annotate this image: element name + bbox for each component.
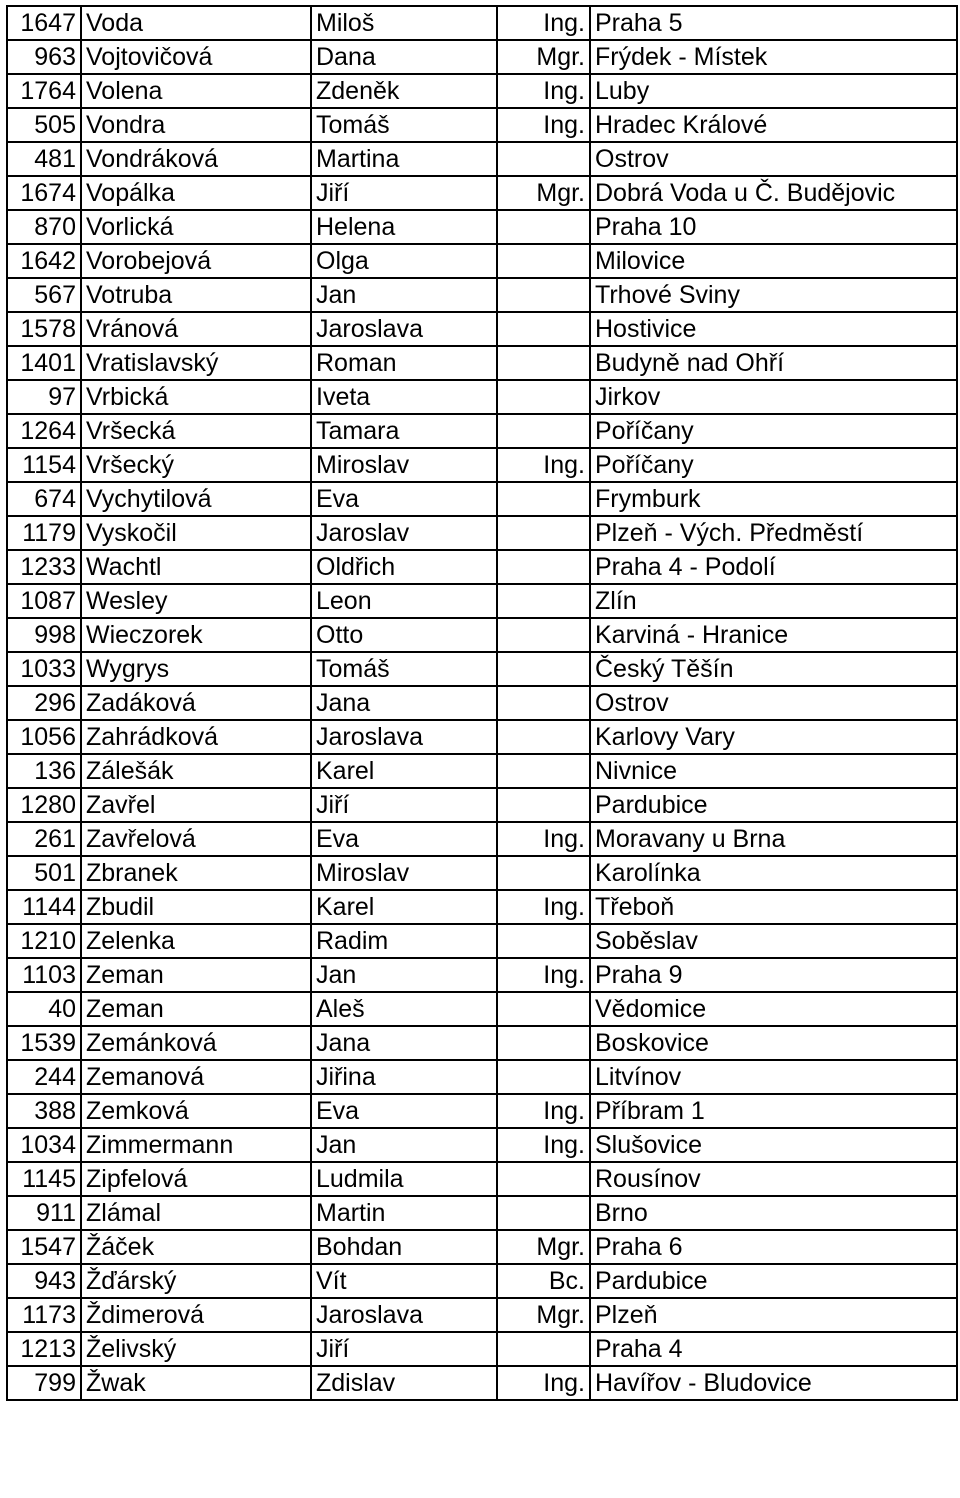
table-row: [7, 856, 957, 890]
table-row: [7, 890, 957, 924]
surname-cell: Vrbická: [81, 380, 311, 414]
first-name-cell: Zdeněk: [311, 74, 497, 108]
surname-cell: Vršecký: [81, 448, 311, 482]
table-row: [7, 1366, 957, 1400]
member-number-cell: 1179: [7, 516, 81, 550]
academic-title-cell: Ing.: [497, 74, 590, 108]
table-row: [7, 142, 957, 176]
member-number-cell: 1539: [7, 1026, 81, 1060]
member-number-cell: 505: [7, 108, 81, 142]
table-row: [7, 40, 957, 74]
member-number-cell: 911: [7, 1196, 81, 1230]
member-number-cell: 1145: [7, 1162, 81, 1196]
first-name-cell: Jiří: [311, 788, 497, 822]
academic-title-cell: Mgr.: [497, 176, 590, 210]
member-number-cell: 963: [7, 40, 81, 74]
academic-title-cell: [497, 1332, 590, 1366]
city-cell: Praha 4: [590, 1332, 957, 1366]
surname-cell: Zemanová: [81, 1060, 311, 1094]
first-name-cell: Radim: [311, 924, 497, 958]
first-name-cell: Eva: [311, 822, 497, 856]
surname-cell: Vorobejová: [81, 244, 311, 278]
surname-cell: Zipfelová: [81, 1162, 311, 1196]
surname-cell: Žáček: [81, 1230, 311, 1264]
first-name-cell: Olga: [311, 244, 497, 278]
member-table: [6, 5, 958, 1401]
surname-cell: Wieczorek: [81, 618, 311, 652]
member-number-cell: 501: [7, 856, 81, 890]
city-cell: Plzeň - Vých. Předměstí: [590, 516, 957, 550]
member-number-cell: 40: [7, 992, 81, 1026]
surname-cell: Vopálka: [81, 176, 311, 210]
city-cell: Příbram 1: [590, 1094, 957, 1128]
first-name-cell: Jana: [311, 1026, 497, 1060]
academic-title-cell: Ing.: [497, 1094, 590, 1128]
surname-cell: Vršecká: [81, 414, 311, 448]
surname-cell: Vojtovičová: [81, 40, 311, 74]
city-cell: Praha 10: [590, 210, 957, 244]
city-cell: Praha 5: [590, 6, 957, 40]
first-name-cell: Tomáš: [311, 108, 497, 142]
first-name-cell: Eva: [311, 482, 497, 516]
member-number-cell: 1144: [7, 890, 81, 924]
academic-title-cell: [497, 1196, 590, 1230]
city-cell: Karolínka: [590, 856, 957, 890]
member-table-body: [7, 6, 957, 1400]
surname-cell: Vránová: [81, 312, 311, 346]
member-number-cell: 943: [7, 1264, 81, 1298]
academic-title-cell: Ing.: [497, 890, 590, 924]
city-cell: Plzeň: [590, 1298, 957, 1332]
city-cell: Rousínov: [590, 1162, 957, 1196]
city-cell: Poříčany: [590, 414, 957, 448]
member-number-cell: 1264: [7, 414, 81, 448]
member-number-cell: 870: [7, 210, 81, 244]
academic-title-cell: [497, 210, 590, 244]
city-cell: Soběslav: [590, 924, 957, 958]
surname-cell: Ždimerová: [81, 1298, 311, 1332]
first-name-cell: Karel: [311, 754, 497, 788]
surname-cell: Voda: [81, 6, 311, 40]
table-row: [7, 176, 957, 210]
table-row: [7, 346, 957, 380]
academic-title-cell: [497, 924, 590, 958]
first-name-cell: Jan: [311, 1128, 497, 1162]
table-row: [7, 380, 957, 414]
city-cell: Brno: [590, 1196, 957, 1230]
table-row: [7, 108, 957, 142]
city-cell: Frymburk: [590, 482, 957, 516]
member-number-cell: 1547: [7, 1230, 81, 1264]
surname-cell: Zavřelová: [81, 822, 311, 856]
table-row: [7, 1196, 957, 1230]
first-name-cell: Iveta: [311, 380, 497, 414]
table-row: [7, 924, 957, 958]
city-cell: Poříčany: [590, 448, 957, 482]
surname-cell: Vychytilová: [81, 482, 311, 516]
first-name-cell: Jaroslava: [311, 1298, 497, 1332]
member-number-cell: 1154: [7, 448, 81, 482]
table-row: [7, 754, 957, 788]
city-cell: Budyně nad Ohří: [590, 346, 957, 380]
academic-title-cell: [497, 142, 590, 176]
table-row: [7, 1128, 957, 1162]
first-name-cell: Jaroslava: [311, 720, 497, 754]
academic-title-cell: [497, 278, 590, 312]
first-name-cell: Roman: [311, 346, 497, 380]
academic-title-cell: Ing.: [497, 822, 590, 856]
table-row: [7, 1026, 957, 1060]
surname-cell: Zbranek: [81, 856, 311, 890]
city-cell: Havířov - Bludovice: [590, 1366, 957, 1400]
first-name-cell: Jaroslava: [311, 312, 497, 346]
first-name-cell: Eva: [311, 1094, 497, 1128]
table-row: [7, 720, 957, 754]
member-number-cell: 1087: [7, 584, 81, 618]
table-row: [7, 992, 957, 1026]
member-number-cell: 1103: [7, 958, 81, 992]
academic-title-cell: [497, 992, 590, 1026]
academic-title-cell: [497, 584, 590, 618]
first-name-cell: Ludmila: [311, 1162, 497, 1196]
member-number-cell: 1764: [7, 74, 81, 108]
academic-title-cell: [497, 686, 590, 720]
surname-cell: Zemková: [81, 1094, 311, 1128]
member-number-cell: 1647: [7, 6, 81, 40]
first-name-cell: Vít: [311, 1264, 497, 1298]
city-cell: Praha 9: [590, 958, 957, 992]
city-cell: Jirkov: [590, 380, 957, 414]
first-name-cell: Miroslav: [311, 856, 497, 890]
academic-title-cell: Mgr.: [497, 1298, 590, 1332]
table-row: [7, 958, 957, 992]
city-cell: Karlovy Vary: [590, 720, 957, 754]
table-row: [7, 652, 957, 686]
first-name-cell: Oldřich: [311, 550, 497, 584]
member-number-cell: 1674: [7, 176, 81, 210]
table-row: [7, 822, 957, 856]
table-row: [7, 1298, 957, 1332]
surname-cell: Wachtl: [81, 550, 311, 584]
city-cell: Praha 4 - Podolí: [590, 550, 957, 584]
academic-title-cell: [497, 380, 590, 414]
first-name-cell: Jan: [311, 278, 497, 312]
academic-title-cell: [497, 618, 590, 652]
member-number-cell: 1033: [7, 652, 81, 686]
member-number-cell: 97: [7, 380, 81, 414]
table-row: [7, 244, 957, 278]
table-row: [7, 686, 957, 720]
academic-title-cell: Ing.: [497, 958, 590, 992]
table-row: [7, 448, 957, 482]
city-cell: Praha 6: [590, 1230, 957, 1264]
academic-title-cell: [497, 482, 590, 516]
academic-title-cell: Mgr.: [497, 40, 590, 74]
surname-cell: Vyskočil: [81, 516, 311, 550]
academic-title-cell: [497, 1060, 590, 1094]
table-row: [7, 1162, 957, 1196]
first-name-cell: Jiřina: [311, 1060, 497, 1094]
academic-title-cell: [497, 720, 590, 754]
member-number-cell: 296: [7, 686, 81, 720]
surname-cell: Žďárský: [81, 1264, 311, 1298]
first-name-cell: Jiří: [311, 176, 497, 210]
first-name-cell: Jana: [311, 686, 497, 720]
member-number-cell: 261: [7, 822, 81, 856]
surname-cell: Zavřel: [81, 788, 311, 822]
member-number-cell: 1233: [7, 550, 81, 584]
member-number-cell: 674: [7, 482, 81, 516]
academic-title-cell: [497, 652, 590, 686]
city-cell: Trhové Sviny: [590, 278, 957, 312]
city-cell: Frýdek - Místek: [590, 40, 957, 74]
academic-title-cell: Ing.: [497, 1128, 590, 1162]
table-row: [7, 482, 957, 516]
member-number-cell: 1642: [7, 244, 81, 278]
first-name-cell: Jiří: [311, 1332, 497, 1366]
member-number-cell: 1578: [7, 312, 81, 346]
table-row: [7, 1060, 957, 1094]
surname-cell: Želivský: [81, 1332, 311, 1366]
member-number-cell: 136: [7, 754, 81, 788]
first-name-cell: Tomáš: [311, 652, 497, 686]
city-cell: Boskovice: [590, 1026, 957, 1060]
academic-title-cell: Mgr.: [497, 1230, 590, 1264]
academic-title-cell: [497, 788, 590, 822]
academic-title-cell: [497, 856, 590, 890]
academic-title-cell: [497, 516, 590, 550]
surname-cell: Volena: [81, 74, 311, 108]
first-name-cell: Jan: [311, 958, 497, 992]
surname-cell: Zimmermann: [81, 1128, 311, 1162]
surname-cell: Zlámal: [81, 1196, 311, 1230]
surname-cell: Wesley: [81, 584, 311, 618]
first-name-cell: Otto: [311, 618, 497, 652]
table-row: [7, 550, 957, 584]
table-row: [7, 278, 957, 312]
first-name-cell: Aleš: [311, 992, 497, 1026]
member-number-cell: 481: [7, 142, 81, 176]
member-number-cell: 567: [7, 278, 81, 312]
city-cell: Pardubice: [590, 788, 957, 822]
city-cell: Český Těšín: [590, 652, 957, 686]
surname-cell: Vondra: [81, 108, 311, 142]
academic-title-cell: [497, 312, 590, 346]
academic-title-cell: [497, 1026, 590, 1060]
academic-title-cell: [497, 244, 590, 278]
surname-cell: Žwak: [81, 1366, 311, 1400]
first-name-cell: Tamara: [311, 414, 497, 448]
academic-title-cell: Ing.: [497, 1366, 590, 1400]
table-row: [7, 618, 957, 652]
surname-cell: Votruba: [81, 278, 311, 312]
table-row: [7, 1230, 957, 1264]
academic-title-cell: [497, 346, 590, 380]
first-name-cell: Dana: [311, 40, 497, 74]
city-cell: Hradec Králové: [590, 108, 957, 142]
member-number-cell: 1056: [7, 720, 81, 754]
first-name-cell: Miloš: [311, 6, 497, 40]
table-row: [7, 788, 957, 822]
member-number-cell: 799: [7, 1366, 81, 1400]
table-row: [7, 516, 957, 550]
city-cell: Vědomice: [590, 992, 957, 1026]
member-number-cell: 388: [7, 1094, 81, 1128]
surname-cell: Zálešák: [81, 754, 311, 788]
first-name-cell: Martina: [311, 142, 497, 176]
city-cell: Třeboň: [590, 890, 957, 924]
surname-cell: Zeman: [81, 958, 311, 992]
table-row: [7, 414, 957, 448]
academic-title-cell: Ing.: [497, 108, 590, 142]
surname-cell: Vorlická: [81, 210, 311, 244]
surname-cell: Zahrádková: [81, 720, 311, 754]
academic-title-cell: [497, 1162, 590, 1196]
member-number-cell: 1213: [7, 1332, 81, 1366]
member-number-cell: 1280: [7, 788, 81, 822]
first-name-cell: Jaroslav: [311, 516, 497, 550]
table-row: [7, 74, 957, 108]
member-number-cell: 1210: [7, 924, 81, 958]
surname-cell: Zadáková: [81, 686, 311, 720]
academic-title-cell: [497, 550, 590, 584]
city-cell: Dobrá Voda u Č. Budějovic: [590, 176, 957, 210]
surname-cell: Vondráková: [81, 142, 311, 176]
city-cell: Pardubice: [590, 1264, 957, 1298]
first-name-cell: Helena: [311, 210, 497, 244]
member-number-cell: 244: [7, 1060, 81, 1094]
city-cell: Milovice: [590, 244, 957, 278]
member-number-cell: 1401: [7, 346, 81, 380]
surname-cell: Zbudil: [81, 890, 311, 924]
table-row: [7, 6, 957, 40]
first-name-cell: Karel: [311, 890, 497, 924]
member-number-cell: 1173: [7, 1298, 81, 1332]
city-cell: Nivnice: [590, 754, 957, 788]
table-row: [7, 1264, 957, 1298]
table-row: [7, 210, 957, 244]
table-row: [7, 312, 957, 346]
surname-cell: Vratislavský: [81, 346, 311, 380]
city-cell: Hostivice: [590, 312, 957, 346]
city-cell: Moravany u Brna: [590, 822, 957, 856]
member-number-cell: 1034: [7, 1128, 81, 1162]
city-cell: Ostrov: [590, 142, 957, 176]
city-cell: Ostrov: [590, 686, 957, 720]
first-name-cell: Zdislav: [311, 1366, 497, 1400]
city-cell: Zlín: [590, 584, 957, 618]
city-cell: Slušovice: [590, 1128, 957, 1162]
city-cell: Luby: [590, 74, 957, 108]
first-name-cell: Martin: [311, 1196, 497, 1230]
first-name-cell: Leon: [311, 584, 497, 618]
city-cell: Litvínov: [590, 1060, 957, 1094]
surname-cell: Zeman: [81, 992, 311, 1026]
table-row: [7, 584, 957, 618]
academic-title-cell: Ing.: [497, 448, 590, 482]
surname-cell: Zemánková: [81, 1026, 311, 1060]
surname-cell: Zelenka: [81, 924, 311, 958]
city-cell: Karviná - Hranice: [590, 618, 957, 652]
table-row: [7, 1094, 957, 1128]
academic-title-cell: [497, 754, 590, 788]
academic-title-cell: Bc.: [497, 1264, 590, 1298]
academic-title-cell: Ing.: [497, 6, 590, 40]
member-number-cell: 998: [7, 618, 81, 652]
first-name-cell: Miroslav: [311, 448, 497, 482]
academic-title-cell: [497, 414, 590, 448]
first-name-cell: Bohdan: [311, 1230, 497, 1264]
surname-cell: Wygrys: [81, 652, 311, 686]
table-row: [7, 1332, 957, 1366]
